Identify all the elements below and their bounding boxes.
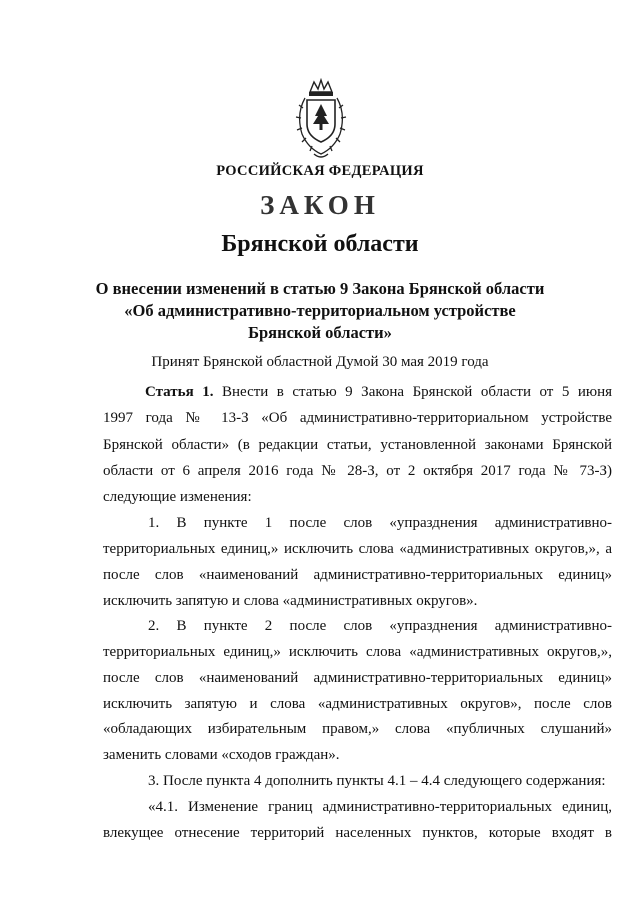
law-title-line: «Об административно-территориальном устройстве xyxy=(124,301,516,320)
body-text-line: «4.1. Изменение границ административно-территориальных единиц, xyxy=(148,799,612,815)
article-first-line xyxy=(145,384,612,401)
adoption-date: Принят Брянской областной Думой 30 мая 2019 года xyxy=(151,354,489,370)
body-text-line: исключить запятую и слова «административных округов», после слов xyxy=(103,696,612,712)
body-text-line: после слов «наименований административно-территориальных единиц» xyxy=(103,567,612,583)
law-title-line: О внесении изменений в статью 9 Закона Брянской области xyxy=(95,279,545,298)
body-text-line: заменить словами «сходов граждан». xyxy=(103,747,340,763)
body-text-line: «обладающих избирательным правом,» слова «публичных слушаний» xyxy=(103,721,612,737)
body-text-line: исключить запятую и слова «административных округов». xyxy=(103,593,478,609)
body-text-line: территориальных единиц,» исключить слова «административных округов,», а xyxy=(103,541,612,557)
region-name: Брянской области xyxy=(221,231,419,257)
body-text-line: 2. В пункте 2 после слов «упразднения административно- xyxy=(148,618,612,634)
body-text-line: Внести в статью 9 Закона Брянской области от 5 июня xyxy=(222,384,613,400)
body-text-line: 3. После пункта 4 дополнить пункты 4.1 – 4.4 следующего содержания: xyxy=(148,773,606,789)
body-text-line: после слов «наименований административно-территориальных единиц» xyxy=(103,670,612,686)
body-text-line: 1. В пункте 1 после слов «упразднения административно- xyxy=(148,515,612,531)
body-text-line: территориальных единиц,» исключить слова «административных округов,», xyxy=(103,644,612,660)
coat-of-arms-icon xyxy=(290,78,352,162)
body-text-line: Брянской области» (в редакции статьи, установленной законами Брянской xyxy=(103,437,612,453)
body-text-line: области от 6 апреля 2016 года № 28-З, от 2 октября 2017 года № 73-З) xyxy=(103,463,612,479)
body-text-line: следующие изменения: xyxy=(103,489,252,505)
law-title-line: Брянской области» xyxy=(248,323,392,342)
document-type: ЗАКОН xyxy=(260,190,380,220)
body-text-line: 1997 года № 13-З «Об административно-территориальном устройстве xyxy=(103,410,612,426)
federation-heading: РОССИЙСКАЯ ФЕДЕРАЦИЯ xyxy=(216,163,424,179)
body-text-line: влекущее отнесение территорий населенных пунктов, которые входят в xyxy=(103,825,612,841)
article-label: Статья 1. xyxy=(145,384,214,400)
